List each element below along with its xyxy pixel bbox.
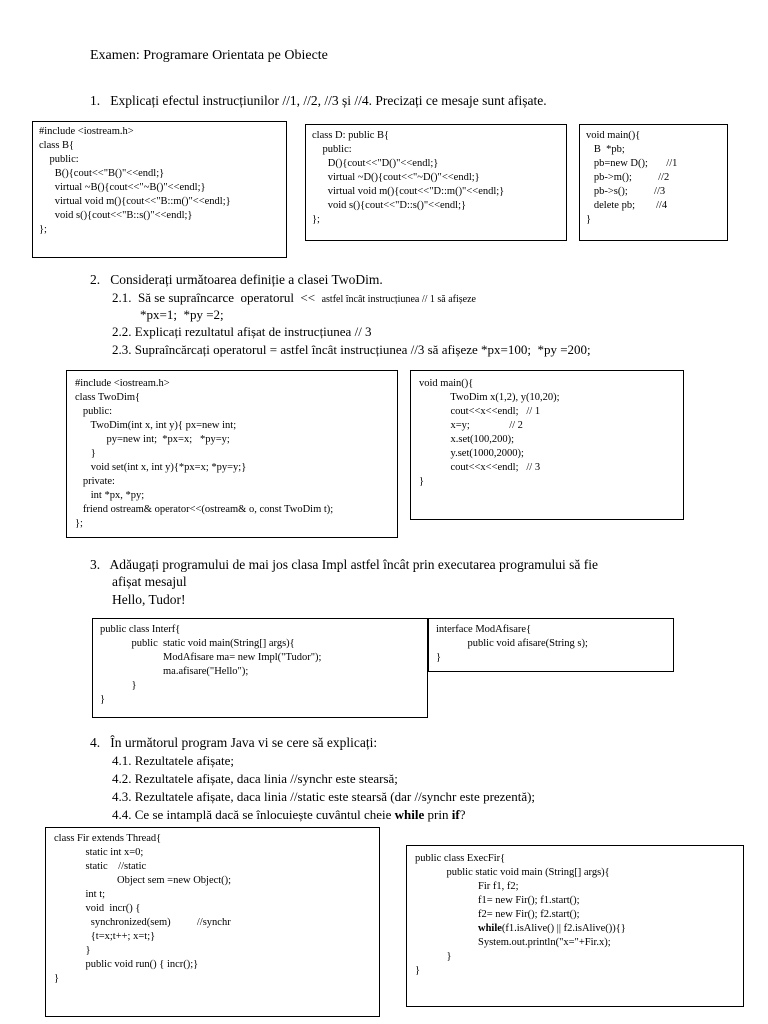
q1-code-box-class-b (32, 121, 287, 258)
question-2-3-text: 2.3. Supraîncărcați operatorul = astfel încât instrucțiunea //3 să afișeze *px=100; *py =200; (112, 342, 591, 357)
q1-code-class-b: #include <iostream.h> class B{ public: B(){cout<<"B()"<<endl;} virtual ~B(){cout<<"~B()"<<endl;} virtual void m(){cout<<"B::m()"<<endl;} void s(){cout<<"B::s()"<<endl;} }; (39, 126, 231, 235)
question-4-4-part-c: prin (427, 807, 449, 822)
q2-code-main: void main(){ TwoDim x(1,2), y(10,20); cout<<x<<endl; // 1 x=y; // 2 x.set(100,200); y.set(1000,2000); cout<<x<<endl; // 3 } (419, 378, 560, 487)
q3-code-interf: public class Interf{ public static void main(String[] args){ ModAfisare ma= new Impl("Tudor"); ma.afisare("Hello"); } } (100, 624, 322, 705)
q3-code-interface: interface ModAfisare{ public void afisare(String s); } (436, 624, 588, 663)
question-4-2-text: 4.2. Rezultatele afișate, daca linia //synchr este stearsă; (112, 771, 398, 786)
keyword-if: if (451, 807, 460, 822)
question-2-2-text: 2.2. Explicați rezultatul afișat de instrucțiunea // 3 (112, 324, 372, 339)
question-1-text: 1. Explicați efectul instrucțiunilor //1, //2, //3 și //4. Precizați ce mesaje sunt afișate. (90, 93, 547, 108)
keyword-while: while (394, 807, 425, 822)
page-title: Examen: Programare Orientata pe Obiecte (90, 48, 328, 63)
q2-code-box-main (410, 370, 684, 520)
q1-code-box-main (579, 124, 728, 241)
q1-code-class-d: class D: public B{ public: D(){cout<<"D()"<<endl;} virtual ~D(){cout<<"~D()"<<endl;} virtual void m(){cout<<"D::m()"<<endl;} void s(){cout<<"D::s()"<<endl;} }; (312, 130, 505, 225)
q4-code-box-fir (45, 827, 380, 1017)
code-while-condition: (f1.isAlive() || f2.isAlive()){} (501, 923, 626, 934)
question-4-3-text: 4.3. Rezultatele afișate, daca linia //static este stearsă (dar //synchr este prezentă); (112, 789, 536, 804)
question-4-4-part-e: ? (459, 807, 466, 822)
q4-code-box-execfir (406, 845, 744, 1007)
question-2-text: 2. Considerați următoarea definiție a clasei TwoDim. (90, 272, 383, 287)
q4-code-fir: class Fir extends Thread{ static int x=0; static //static Object sem =new Object(); int t; void incr() { synchronized(sem) //synchr {t=x;t++; x=t;} } public void run() { incr();} } (54, 833, 232, 984)
q1-code-box-class-d (305, 124, 567, 241)
question-4-4-part-a: 4.4. Ce se intamplă dacă se înlocuiește cuvântul cheie (112, 807, 392, 822)
q2-code-box-twodim (66, 370, 398, 538)
q4-code-execfir-while-line (415, 922, 626, 936)
question-4-1-text: 4.1. Rezultatele afișate; (112, 753, 235, 768)
question-2-1-part-b: astfel încât instrucțiunea // 1 să afișeze (321, 294, 476, 305)
question-3-text-line-1: 3. Adăugați programului de mai jos clasa Impl astfel încât prin executarea programului să fie (90, 557, 598, 572)
q1-code-main: void main(){ B *pb; pb=new D(); //1 pb->m(); //2 pb->s(); //3 delete pb; //4 } (586, 130, 678, 225)
q3-code-box-interf (92, 618, 428, 718)
question-3-expected-output: Hello, Tudor! (112, 592, 186, 607)
q4-code-execfir-part-a: public class ExecFir{ public static void main (String[] args){ Fir f1, f2; f1= new Fir(); f1.start(); f2= new Fir(); f2.start(); (415, 853, 610, 920)
q2-code-twodim: #include <iostream.h> class TwoDim{ public: TwoDim(int x, int y){ px=new int; py=new int; *px=x; *py=y; } void set(int x, int y){*px=x; *py=y;} private: int *px, *py; friend ostream& operator<<(ostream& o, const TwoDim t); }; (75, 378, 334, 529)
question-2-1-part-a: 2.1. Să se supraîncarce operatorul << (112, 290, 316, 305)
question-4-4-text (112, 807, 465, 823)
question-2-1-text (112, 290, 476, 308)
code-keyword-while: while (478, 923, 502, 934)
question-3-text-line-2: afișat mesajul (112, 574, 187, 589)
question-4-text: 4. În următorul program Java vi se cere să explicați: (90, 735, 378, 750)
question-2-1-expected: *px=1; *py =2; (140, 307, 224, 322)
q3-code-box-interface (428, 618, 674, 672)
q4-code-execfir-part-c: System.out.println("x="+Fir.x); } } (415, 937, 611, 976)
